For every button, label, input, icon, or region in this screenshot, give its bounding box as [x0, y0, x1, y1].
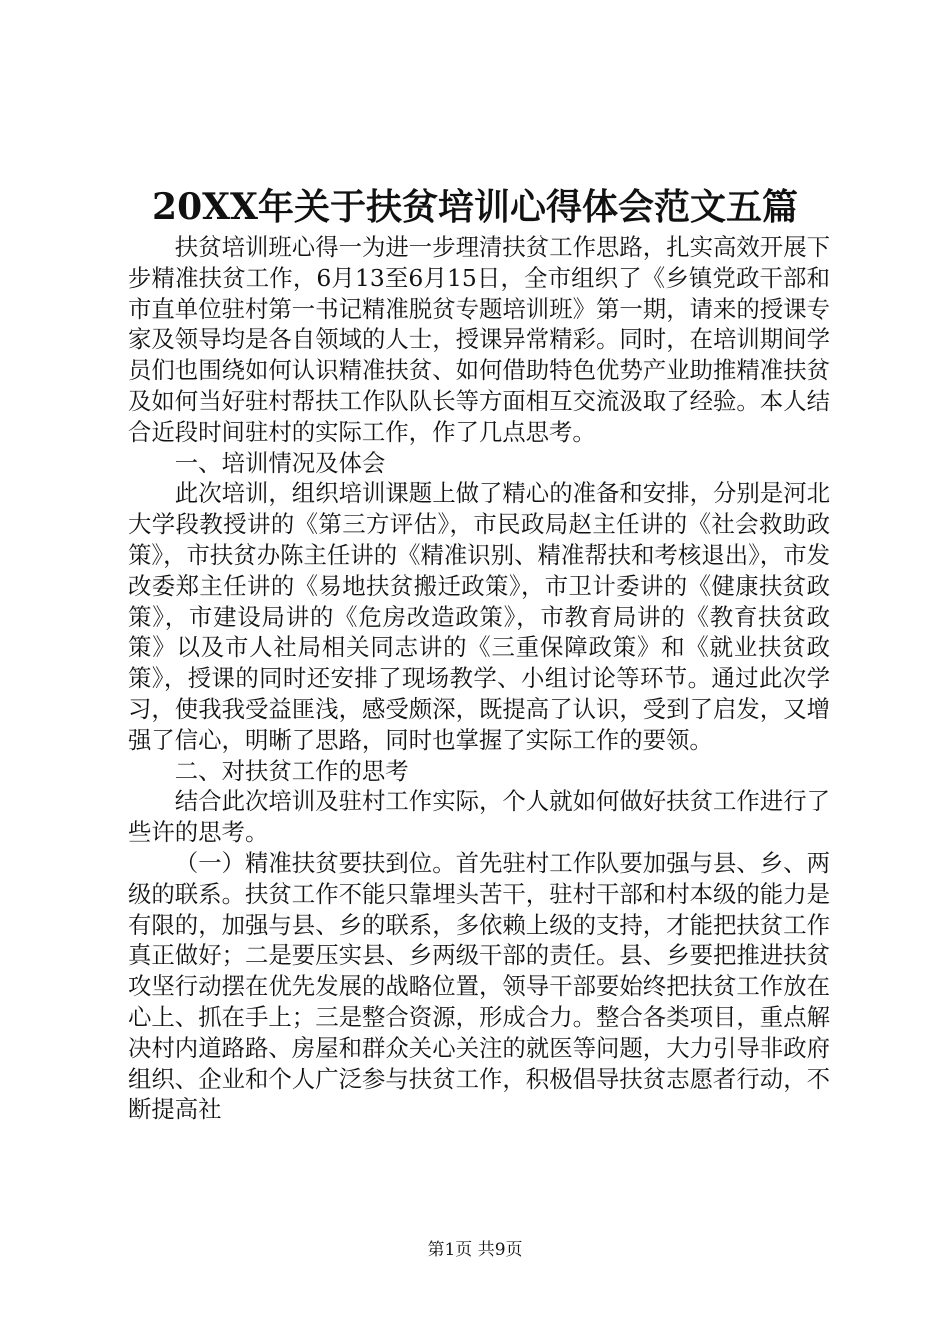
paragraph-point-1: （一）精准扶贫要扶到位。首先驻村工作队要加强与县、乡、两级的联系。扶贫工作不能只靠埋头苦干，驻村干部和村本级的能力是有限的，加强与县、乡的联系，多依赖上级的支持，才能把扶贫工作真正做好；二是要压实县、乡两级干部的责任。县、乡要把推进扶贫攻坚行动摆在优先发展的战略位置，领导干部要始终把扶贫工作放在心上、抓在手上；三是整合资源，形成合力。整合各类项目，重点解决村内道路路、房屋和群众关心关注的就医等问题，大力引导非政府组织、企业和个人广泛参与扶贫工作，积极倡导扶贫志愿者行动，不断提高社	[128, 848, 830, 1124]
document-title: 20XX年关于扶贫培训心得体会范文五篇	[152, 186, 798, 228]
paragraph-reflection: 结合此次培训及驻村工作实际，个人就如何做好扶贫工作进行了些许的思考。	[128, 787, 830, 847]
page-number: 第1页 共9页	[427, 1240, 523, 1260]
paragraph-training: 此次培训，组织培训课题上做了精心的准备和安排，分别是河北大学段教授讲的《第三方评估》，市民政局赵主任讲的《社会救助政策》，市扶贫办陈主任讲的《精准识别、精准帮扶和考核退出》，市发改委郑主任讲的《易地扶贫搬迁政策》，市卫计委讲的《健康扶贫政策》，市建设局讲的《危房改造政策》，市教育局讲的《教育扶贫政策》以及市人社局相关同志讲的《三重保障政策》和《就业扶贫政策》，授课的同时还安排了现场教学、小组讨论等环节。通过此次学习，使我我受益匪浅，感受颇深，既提高了认识，受到了启发，又增强了信心，明晰了思路，同时也掌握了实际工作的要领。	[128, 479, 830, 754]
paragraph-intro: 扶贫培训班心得一为进一步理清扶贫工作思路，扎实高效开展下步精准扶贫工作，6月13至6月15日，全市组织了《乡镇党政干部和市直单位驻村第一书记精准脱贫专题培训班》第一期，请来的授课专家及领导均是各自领域的人士，授课异常精彩。同时，在培训期间学员们也围绕如何认识精准扶贫、如何借助特色优势产业助推精准扶贫及如何当好驻村帮扶工作队队长等方面相互交流汲取了经验。本人结合近段时间驻村的实际工作，作了几点思考。	[128, 233, 830, 446]
heading-section-1: 一、培训情况及体会	[174, 448, 386, 477]
heading-section-2: 二、对扶贫工作的思考	[174, 756, 409, 785]
document-body	[128, 232, 830, 1125]
